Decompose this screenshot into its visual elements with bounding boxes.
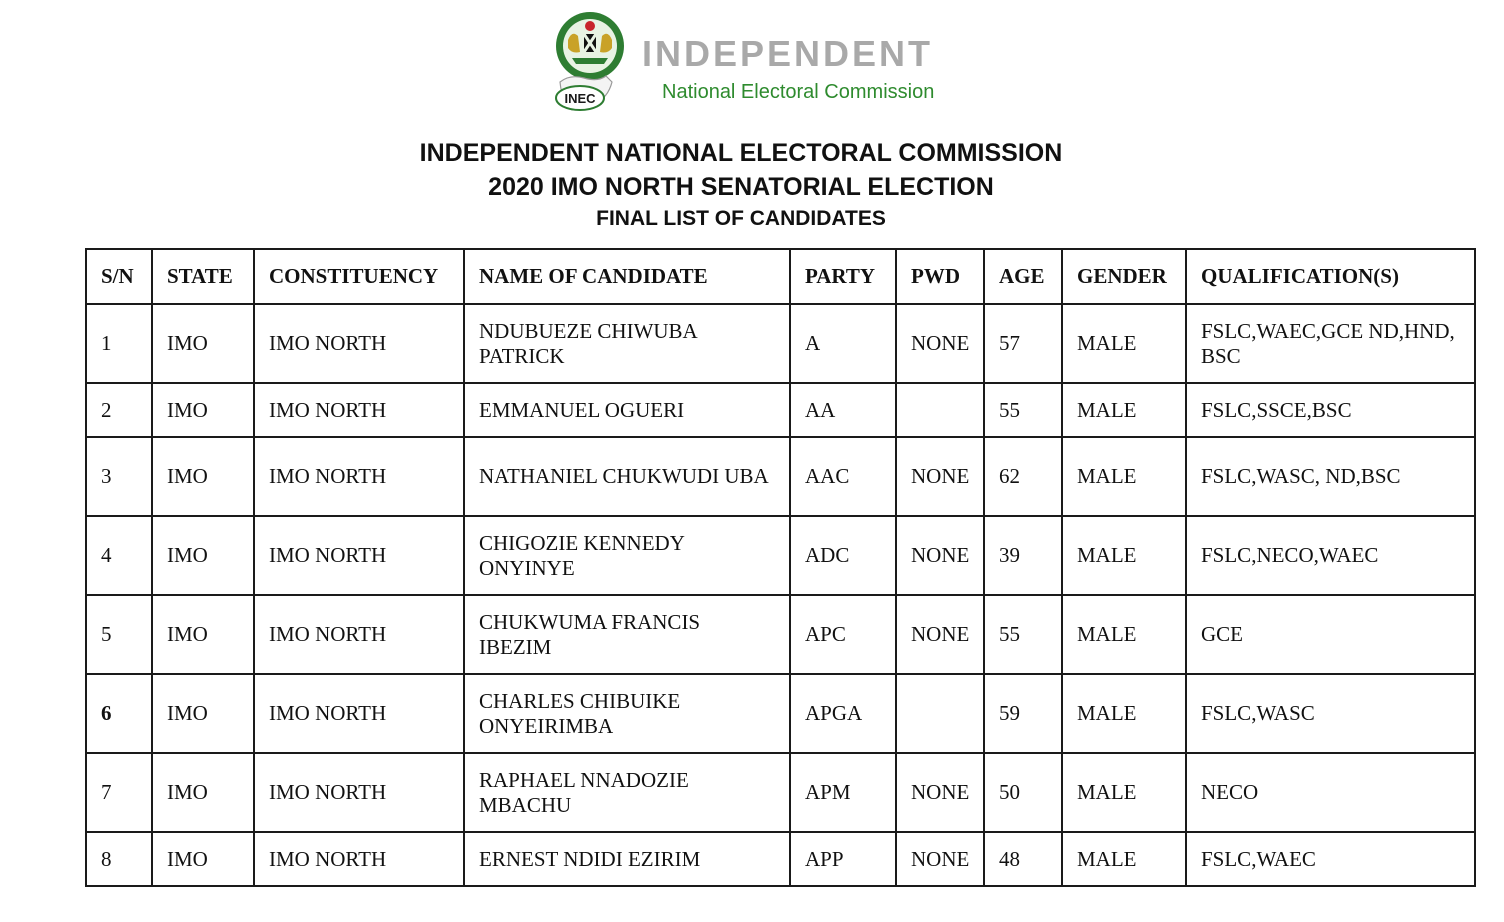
cell-state: IMO xyxy=(152,304,254,383)
logo-subtitle: National Electoral Commission xyxy=(662,81,935,103)
cell-sn: 3 xyxy=(86,437,152,516)
header-sn: S/N xyxy=(86,249,152,304)
cell-gender: MALE xyxy=(1062,383,1186,437)
cell-age: 55 xyxy=(984,383,1062,437)
header-state: STATE xyxy=(152,249,254,304)
cell-gender: MALE xyxy=(1062,516,1186,595)
cell-party: APM xyxy=(790,753,896,832)
cell-party: ADC xyxy=(790,516,896,595)
header-name: NAME OF CANDIDATE xyxy=(464,249,790,304)
header-gender: GENDER xyxy=(1062,249,1186,304)
cell-gender: MALE xyxy=(1062,595,1186,674)
cell-party: AAC xyxy=(790,437,896,516)
cell-constituency: IMO NORTH xyxy=(254,832,464,886)
cell-state: IMO xyxy=(152,753,254,832)
cell-sn: 5 xyxy=(86,595,152,674)
cell-constituency: IMO NORTH xyxy=(254,516,464,595)
cell-age: 39 xyxy=(984,516,1062,595)
header-age: AGE xyxy=(984,249,1062,304)
cell-name: CHUKWUMA FRANCIS IBEZIM xyxy=(464,595,790,674)
inec-emblem-icon xyxy=(550,10,630,118)
table-row xyxy=(86,753,1475,832)
table-row xyxy=(86,437,1475,516)
cell-state: IMO xyxy=(152,674,254,753)
cell-pwd: NONE xyxy=(896,437,984,516)
header-qualifications: QUALIFICATION(S) xyxy=(1186,249,1475,304)
cell-name: EMMANUEL OGUERI xyxy=(464,383,790,437)
table-row xyxy=(86,674,1475,753)
cell-pwd: NONE xyxy=(896,753,984,832)
cell-name: ERNEST NDIDI EZIRIM xyxy=(464,832,790,886)
cell-sn: 2 xyxy=(86,383,152,437)
cell-pwd: NONE xyxy=(896,304,984,383)
cell-age: 48 xyxy=(984,832,1062,886)
cell-constituency: IMO NORTH xyxy=(254,437,464,516)
cell-gender: MALE xyxy=(1062,674,1186,753)
cell-qualifications: FSLC,WAEC xyxy=(1186,832,1475,886)
cell-state: IMO xyxy=(152,832,254,886)
cell-gender: MALE xyxy=(1062,304,1186,383)
cell-state: IMO xyxy=(152,437,254,516)
table-row xyxy=(86,832,1475,886)
emblem-text: INEC xyxy=(564,91,596,106)
cell-state: IMO xyxy=(152,516,254,595)
cell-qualifications: FSLC,SSCE,BSC xyxy=(1186,383,1475,437)
cell-sn: 8 xyxy=(86,832,152,886)
cell-age: 59 xyxy=(984,674,1062,753)
cell-qualifications: GCE xyxy=(1186,595,1475,674)
cell-name: CHIGOZIE KENNEDY ONYINYE xyxy=(464,516,790,595)
table-header-row xyxy=(86,249,1475,304)
table-row xyxy=(86,304,1475,383)
cell-party: APP xyxy=(790,832,896,886)
candidates-table xyxy=(85,248,1476,887)
header-party: PARTY xyxy=(790,249,896,304)
cell-state: IMO xyxy=(152,595,254,674)
table-row xyxy=(86,383,1475,437)
cell-qualifications: NECO xyxy=(1186,753,1475,832)
cell-name: RAPHAEL NNADOZIE MBACHU xyxy=(464,753,790,832)
cell-pwd xyxy=(896,674,984,753)
cell-sn: 4 xyxy=(86,516,152,595)
cell-qualifications: FSLC,WAEC,GCE ND,HND, BSC xyxy=(1186,304,1475,383)
cell-name: CHARLES CHIBUIKE ONYEIRIMBA xyxy=(464,674,790,753)
cell-pwd: NONE xyxy=(896,832,984,886)
cell-constituency: IMO NORTH xyxy=(254,674,464,753)
cell-party: APGA xyxy=(790,674,896,753)
cell-name: NATHANIEL CHUKWUDI UBA xyxy=(464,437,790,516)
cell-constituency: IMO NORTH xyxy=(254,304,464,383)
cell-pwd: NONE xyxy=(896,516,984,595)
header-pwd: PWD xyxy=(896,249,984,304)
cell-sn: 6 xyxy=(86,674,152,753)
logo-wordmark: INDEPENDENT xyxy=(642,33,934,74)
cell-party: APC xyxy=(790,595,896,674)
cell-gender: MALE xyxy=(1062,832,1186,886)
cell-party: AA xyxy=(790,383,896,437)
table-row xyxy=(86,595,1475,674)
cell-pwd: NONE xyxy=(896,595,984,674)
header-constituency: CONSTITUENCY xyxy=(254,249,464,304)
cell-age: 62 xyxy=(984,437,1062,516)
cell-constituency: IMO NORTH xyxy=(254,753,464,832)
cell-qualifications: FSLC,WASC, ND,BSC xyxy=(1186,437,1475,516)
cell-gender: MALE xyxy=(1062,437,1186,516)
cell-sn: 7 xyxy=(86,753,152,832)
cell-age: 57 xyxy=(984,304,1062,383)
cell-age: 55 xyxy=(984,595,1062,674)
cell-qualifications: FSLC,NECO,WAEC xyxy=(1186,516,1475,595)
cell-state: IMO xyxy=(152,383,254,437)
cell-pwd xyxy=(896,383,984,437)
cell-qualifications: FSLC,WASC xyxy=(1186,674,1475,753)
cell-gender: MALE xyxy=(1062,753,1186,832)
inec-logo xyxy=(550,10,950,120)
document-title: INDEPENDENT NATIONAL ELECTORAL COMMISSION xyxy=(419,139,1063,167)
list-title: FINAL LIST OF CANDIDATES xyxy=(596,207,886,230)
cell-constituency: IMO NORTH xyxy=(254,383,464,437)
cell-age: 50 xyxy=(984,753,1062,832)
cell-name: NDUBUEZE CHIWUBA PATRICK xyxy=(464,304,790,383)
cell-constituency: IMO NORTH xyxy=(254,595,464,674)
cell-sn: 1 xyxy=(86,304,152,383)
table-row xyxy=(86,516,1475,595)
election-title: 2020 IMO NORTH SENATORIAL ELECTION xyxy=(488,173,994,201)
cell-party: A xyxy=(790,304,896,383)
